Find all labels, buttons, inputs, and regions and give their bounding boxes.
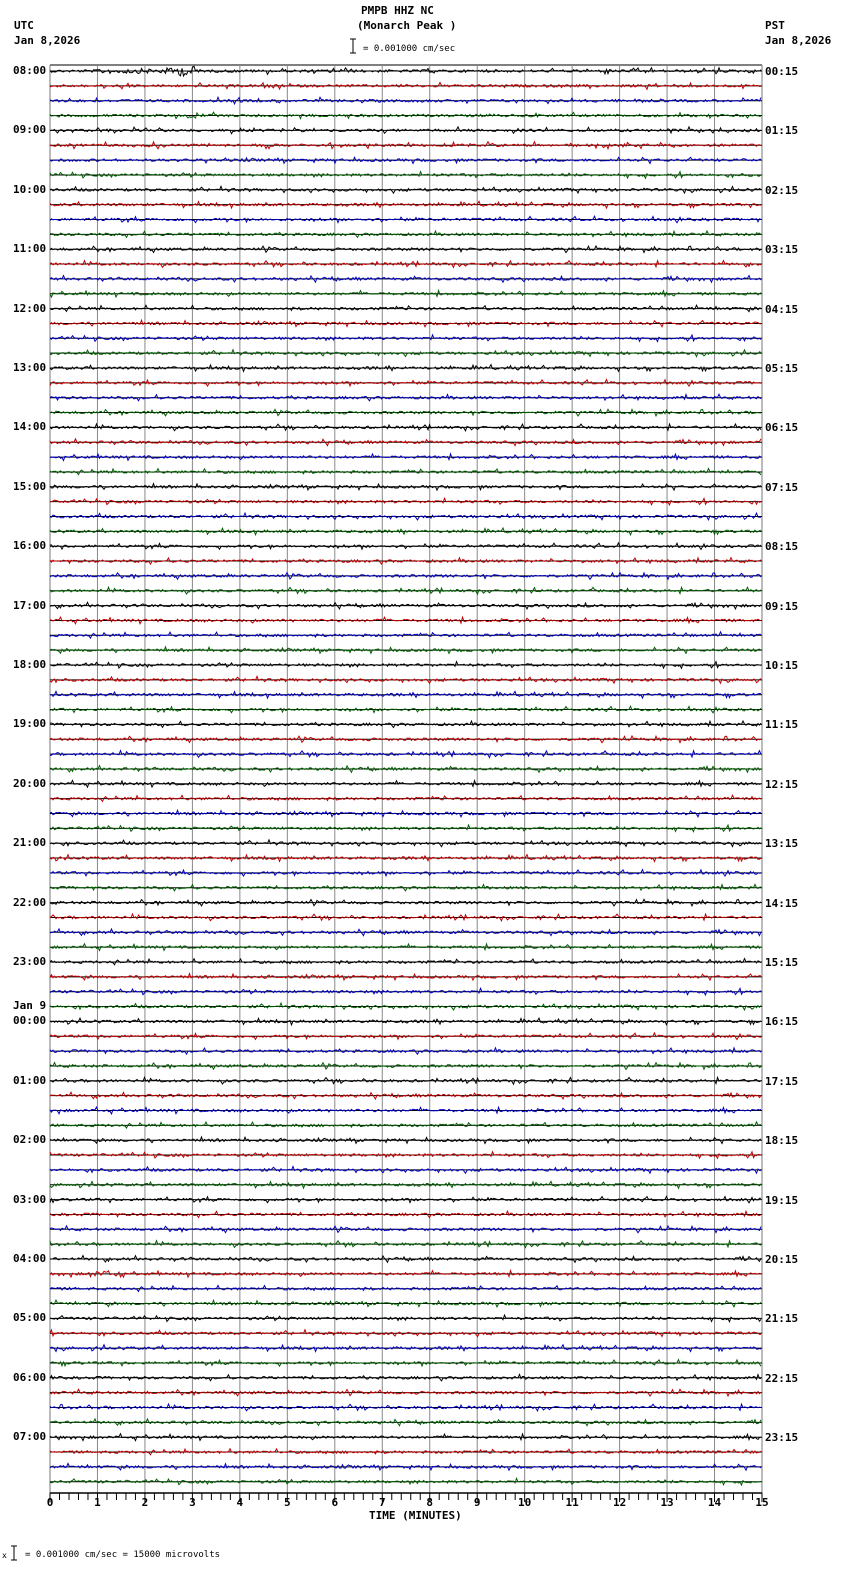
station-title: PMPB HHZ NC — [361, 4, 434, 17]
pst-hour-label: 18:15 — [765, 1134, 799, 1148]
x-tick-label: 9 — [473, 1496, 481, 1509]
footer-mark: x — [2, 1551, 7, 1560]
right-timezone: PST — [765, 19, 785, 32]
left-timezone: UTC — [14, 19, 34, 32]
pst-hour-label: 13:15 — [765, 837, 799, 851]
x-tick-label: 15 — [755, 1496, 769, 1509]
utc-hour-label: 21:00 — [13, 836, 47, 850]
pst-hour-label: 06:15 — [765, 421, 799, 435]
utc-hour-label: 00:00 — [13, 1014, 47, 1028]
utc-hour-label: 02:00 — [13, 1133, 47, 1147]
x-tick-label: 14 — [707, 1496, 722, 1509]
utc-hour-label: 04:00 — [13, 1252, 47, 1265]
utc-hour-label: 17:00 — [13, 598, 47, 612]
x-tick-label: 6 — [331, 1496, 339, 1509]
utc-hour-label: 19:00 — [13, 717, 47, 731]
pst-hour-label: 21:15 — [765, 1312, 799, 1326]
utc-hour-label: 08:00 — [13, 64, 47, 77]
date-change-label: Jan 9 — [13, 999, 47, 1013]
pst-hour-label: 00:15 — [765, 65, 799, 78]
utc-hour-label: 23:00 — [13, 955, 47, 968]
station-location: (Monarch Peak ) — [357, 19, 457, 32]
x-tick-label: 5 — [284, 1496, 291, 1509]
right-date: Jan 8,2026 — [765, 34, 832, 47]
pst-hour-label: 20:15 — [765, 1253, 799, 1266]
x-tick-label: 1 — [94, 1496, 101, 1509]
footer-scale-bar-icon — [10, 1545, 18, 1561]
pst-hour-label: 11:15 — [765, 718, 799, 732]
scale-label: = 0.001000 cm/sec — [363, 44, 456, 54]
utc-hour-label: 11:00 — [13, 242, 47, 256]
utc-hour-label: 10:00 — [13, 182, 47, 196]
utc-hour-label: 03:00 — [13, 1192, 47, 1206]
pst-hour-label: 09:15 — [765, 599, 799, 613]
x-tick-label: 7 — [378, 1496, 386, 1509]
utc-hour-label: 07:00 — [13, 1430, 47, 1444]
footer-scale-label: = 0.001000 cm/sec = 15000 microvolts — [25, 1550, 221, 1560]
utc-hour-label: 20:00 — [13, 776, 47, 790]
pst-hour-label: 02:15 — [765, 183, 799, 197]
x-tick-label: 10 — [518, 1496, 532, 1509]
utc-hour-label: 01:00 — [13, 1073, 47, 1087]
utc-hour-label: 15:00 — [13, 479, 47, 493]
pst-hour-label: 17:15 — [765, 1074, 799, 1088]
pst-hour-label: 04:15 — [765, 302, 799, 316]
x-axis-title: TIME (MINUTES) — [369, 1509, 462, 1522]
x-tick-label: 8 — [426, 1496, 434, 1509]
pst-hour-label: 10:15 — [765, 659, 799, 672]
utc-hour-label: 18:00 — [13, 658, 47, 671]
x-tick-label: 11 — [565, 1496, 579, 1509]
x-tick-label: 4 — [236, 1496, 244, 1509]
pst-hour-label: 14:15 — [765, 896, 799, 910]
pst-hour-label: 22:15 — [765, 1371, 799, 1385]
pst-hour-label: 12:15 — [765, 777, 799, 791]
x-tick-label: 2 — [141, 1496, 149, 1509]
pst-hour-label: 16:15 — [765, 1015, 799, 1029]
x-tick-label: 3 — [189, 1496, 196, 1509]
x-tick-label: 0 — [46, 1496, 54, 1509]
pst-hour-label: 07:15 — [765, 480, 799, 494]
utc-hour-label: 22:00 — [13, 895, 47, 909]
utc-hour-label: 06:00 — [13, 1370, 47, 1384]
pst-hour-label: 23:15 — [765, 1431, 799, 1445]
utc-hour-label: 13:00 — [13, 361, 47, 374]
pst-hour-label: 01:15 — [765, 124, 799, 138]
utc-hour-label: 09:00 — [13, 123, 47, 137]
utc-hour-label: 16:00 — [13, 539, 47, 553]
pst-hour-label: 15:15 — [765, 956, 799, 969]
pst-hour-label: 19:15 — [765, 1193, 799, 1207]
utc-hour-label: 05:00 — [13, 1311, 47, 1325]
utc-hour-label: 14:00 — [13, 420, 47, 434]
pst-hour-label: 05:15 — [765, 362, 799, 375]
x-tick-label: 13 — [660, 1496, 674, 1509]
left-date: Jan 8,2026 — [14, 34, 81, 47]
utc-hour-label: 12:00 — [13, 301, 47, 315]
pst-hour-label: 03:15 — [765, 243, 799, 257]
x-tick-label: 12 — [612, 1496, 627, 1509]
pst-hour-label: 08:15 — [765, 540, 799, 554]
